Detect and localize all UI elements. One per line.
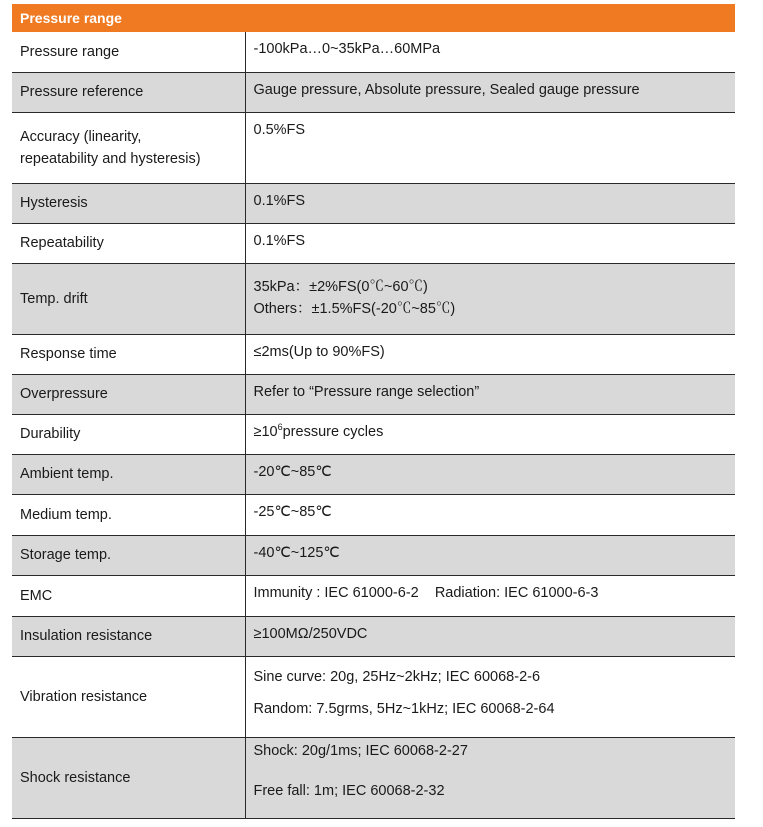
- row-label: Response time: [12, 334, 245, 374]
- row-value-line: Random: 7.5grms, 5Hz~1kHz; IEC 60068-2-64: [253, 700, 555, 717]
- row-label-line: Accuracy (linearity,: [20, 128, 142, 145]
- line-gap: [254, 688, 736, 698]
- spec-table-container: [12, 4, 735, 819]
- durability-exponent: 6: [277, 421, 283, 432]
- row-value-line: Free fall: 1m; IEC 60068-2-32: [253, 782, 445, 799]
- row-value: [245, 656, 735, 737]
- spec-row-temp-drift: [12, 263, 735, 334]
- row-value-line: Shock: 20g/1ms; IEC 60068-2-27: [253, 742, 468, 759]
- row-value-line: Others：±1.5%FS(-20℃~85℃): [253, 300, 456, 317]
- row-label: Durability: [12, 414, 245, 454]
- row-value: 0.1%FS: [245, 223, 735, 263]
- row-label: Medium temp.: [12, 494, 245, 535]
- row-label: Pressure range: [12, 32, 245, 72]
- spec-row-ambient-temp: [12, 454, 735, 494]
- row-label-line: repeatability and hysteresis): [20, 150, 201, 167]
- row-value: -100kPa…0~35kPa…60MPa: [245, 32, 735, 72]
- spec-row-durability: [12, 414, 735, 454]
- section-header: Pressure range: [12, 4, 735, 32]
- row-label: Storage temp.: [12, 535, 245, 575]
- row-label: Insulation resistance: [12, 616, 245, 656]
- line-gap: [254, 762, 736, 780]
- row-value: [245, 414, 735, 454]
- spec-row-repeatability: [12, 223, 735, 263]
- row-value: ≥100MΩ/250VDC: [245, 616, 735, 656]
- spec-row-hysteresis: [12, 183, 735, 223]
- row-value: Immunity : IEC 61000-6-2 Radiation: IEC 61000-6-3: [245, 575, 735, 616]
- row-label: Vibration resistance: [12, 656, 245, 737]
- row-label: Pressure reference: [12, 72, 245, 112]
- durability-prefix: ≥10: [253, 423, 278, 440]
- durability-suffix: pressure cycles: [282, 423, 384, 440]
- row-value: Gauge pressure, Absolute pressure, Sealed gauge pressure: [245, 72, 735, 112]
- row-label: Temp. drift: [12, 263, 245, 334]
- row-label: [12, 112, 245, 183]
- spec-row-pressure-reference: [12, 72, 735, 112]
- row-value: -40℃~125℃: [245, 535, 735, 575]
- row-value: -20℃~85℃: [245, 454, 735, 494]
- row-value: ≤2ms(Up to 90%FS): [245, 334, 735, 374]
- spec-row-insulation-resistance: [12, 616, 735, 656]
- row-value: -25℃~85℃: [245, 494, 735, 535]
- row-label: EMC: [12, 575, 245, 616]
- spec-row-response-time: [12, 334, 735, 374]
- row-label: Shock resistance: [12, 737, 245, 818]
- row-value-line: 35kPa：±2%FS(0℃~60℃): [253, 278, 428, 295]
- spec-row-storage-temp: [12, 535, 735, 575]
- row-label: Hysteresis: [12, 183, 245, 223]
- spec-table: [12, 32, 735, 819]
- row-value: Refer to “Pressure range selection”: [245, 374, 735, 414]
- row-value: [245, 263, 735, 334]
- row-value: 0.5%FS: [245, 112, 735, 183]
- row-label: Overpressure: [12, 374, 245, 414]
- row-value: 0.1%FS: [245, 183, 735, 223]
- spec-row-accuracy: [12, 112, 735, 183]
- spec-row-emc: [12, 575, 735, 616]
- row-value: [245, 737, 735, 818]
- spec-row-overpressure: [12, 374, 735, 414]
- row-label: Ambient temp.: [12, 454, 245, 494]
- row-label: Repeatability: [12, 223, 245, 263]
- spec-row-medium-temp: [12, 494, 735, 535]
- spec-row-pressure-range: [12, 32, 735, 72]
- row-value-line: Sine curve: 20g, 25Hz~2kHz; IEC 60068-2-6: [253, 668, 541, 685]
- spec-row-vibration-resistance: [12, 656, 735, 737]
- spec-row-shock-resistance: [12, 737, 735, 818]
